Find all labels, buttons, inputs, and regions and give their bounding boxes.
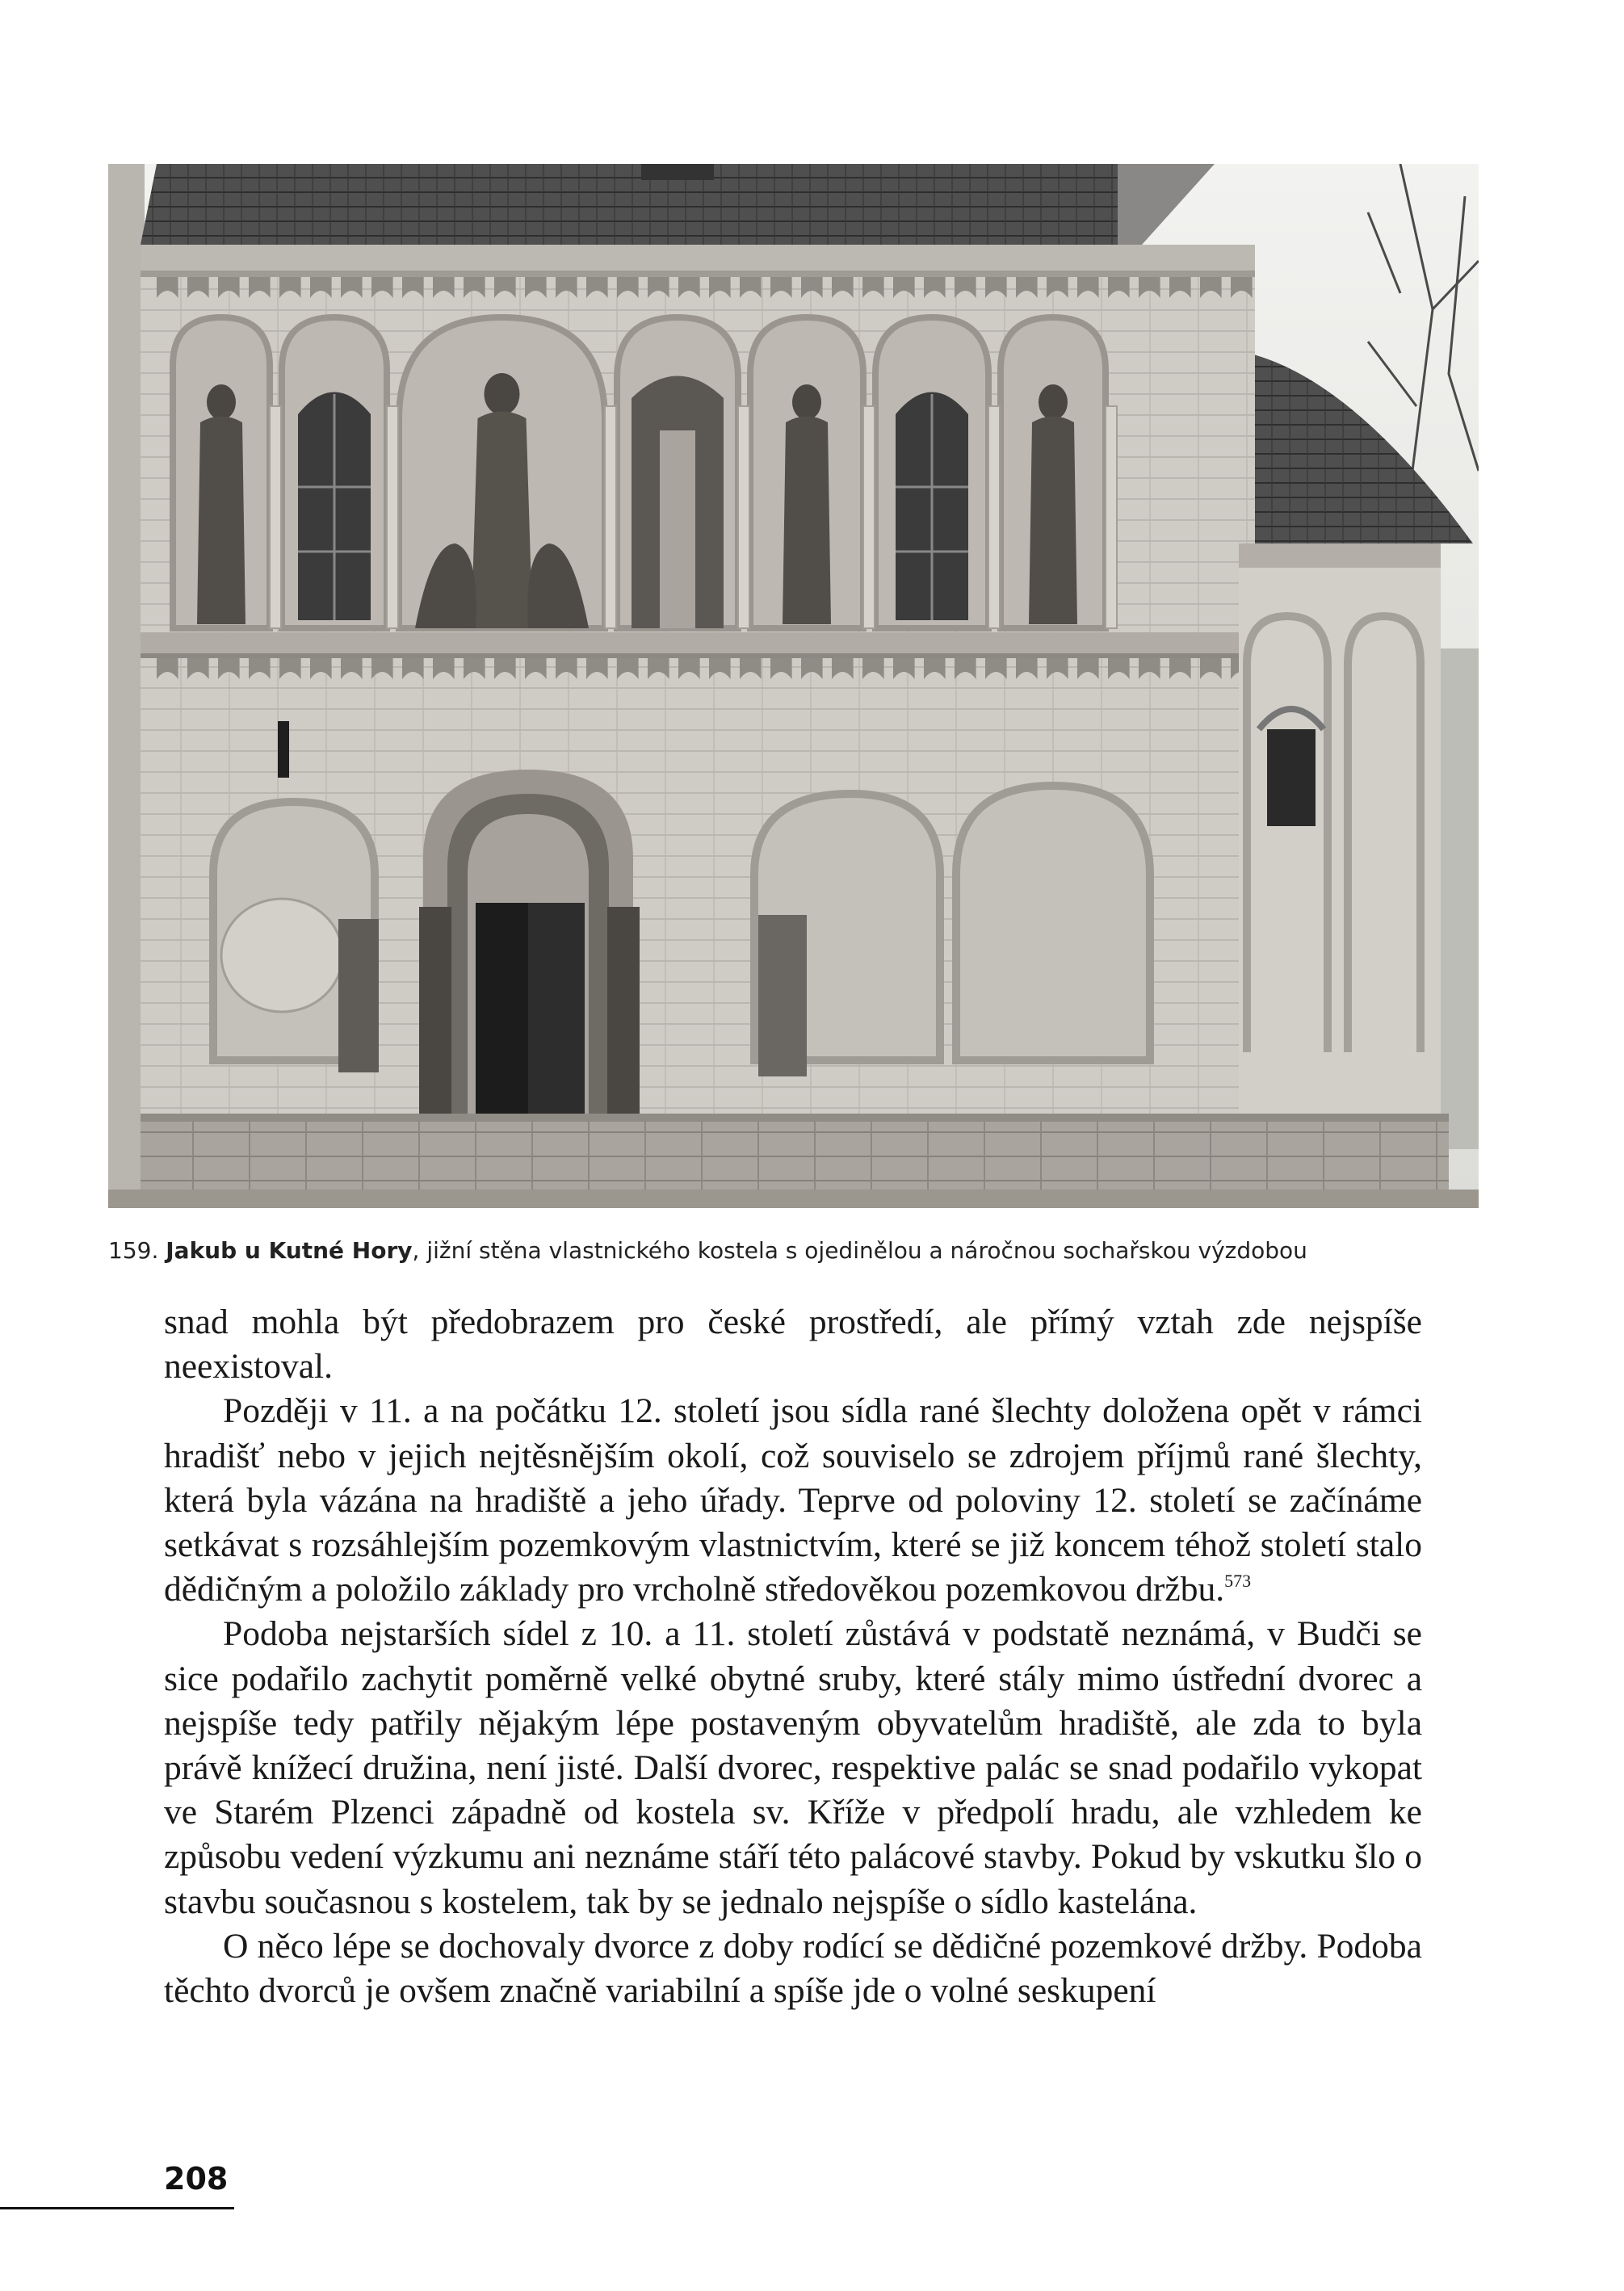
lower-relief-right [758, 915, 807, 1076]
lower-relief-left [338, 919, 379, 1072]
figure-number: 159. [108, 1237, 159, 1264]
church-facade-illustration [108, 164, 1479, 1208]
footer-rule [0, 2207, 234, 2209]
paragraph-1: snad mohla být předobrazem pro české prostředí, ale přímý vztah zde nejspíše neexistoval. [164, 1303, 1422, 1387]
upper-arcade [173, 317, 1117, 628]
main-roof [141, 164, 1134, 245]
body-text [164, 1300, 1422, 2013]
paragraph-2: Později v 11. a na počátku 12. století jsou sídla rané šlechty doložena opět v rámci hradišť nebo v jejich nejtěsnějším okolí, což souviselo se zdrojem příjmů rané šlechty, která byla vázána na hradiště a jeho úřady. Teprve od poloviny 12. století se začínáme setkávat s rozsáhlejším pozemkovým vlastnictvím, které se již koncem téhož století stalo dědičným a položilo základy pro vrcholně středověkou pozemkovou držbu.$^{573}$ [164, 1391, 1422, 1609]
portal [419, 770, 640, 1157]
figure-description: , jižní stěna vlastnického kostela s ojedinělou a náročnou sochařskou výzdobou [412, 1237, 1307, 1264]
apse [1239, 543, 1441, 1125]
page-number: 208 [164, 2161, 229, 2197]
paragraph-4: O něco lépe se dochovaly dvorce z doby rodící se dědičné pozemkové držby. Podoba těchto dvorců je ovšem značně variabilní a spíše jde o volné seskupení [164, 1926, 1422, 2011]
church-photograph [108, 164, 1479, 1208]
figure-place: Jakub u Kutné Hory [166, 1237, 413, 1264]
paragraph-3: Podoba nejstarších sídel z 10. a 11. století zůstává v podstatě neznámá, v Budči se sice podařilo zachytit poměrně velké obytné sruby, které stály mimo ústřední dvorec a nejspíše tedy patřily nějakým lépe postaveným obyvatelům hradiště, ale zda to byla právě knížecí družina, není jisté. Další dvorec, respektive palác se snad podařilo vykopat ve Starém Plzenci západně od kostela sv. Kříže v předpolí hradu, ale vzhledem ke způsobu vedení výzkumu ani neznáme stáří této palácové stavby. Pokud by vskutku šlo o stavbu současnou s kostelem, tak by se jednalo nejspíše o sídlo kastelána. [164, 1614, 1422, 1921]
footnote-marker[interactable]: 573 [1224, 1571, 1252, 1592]
round-stone-disc [221, 899, 342, 1012]
figure-caption [108, 1237, 1521, 1264]
